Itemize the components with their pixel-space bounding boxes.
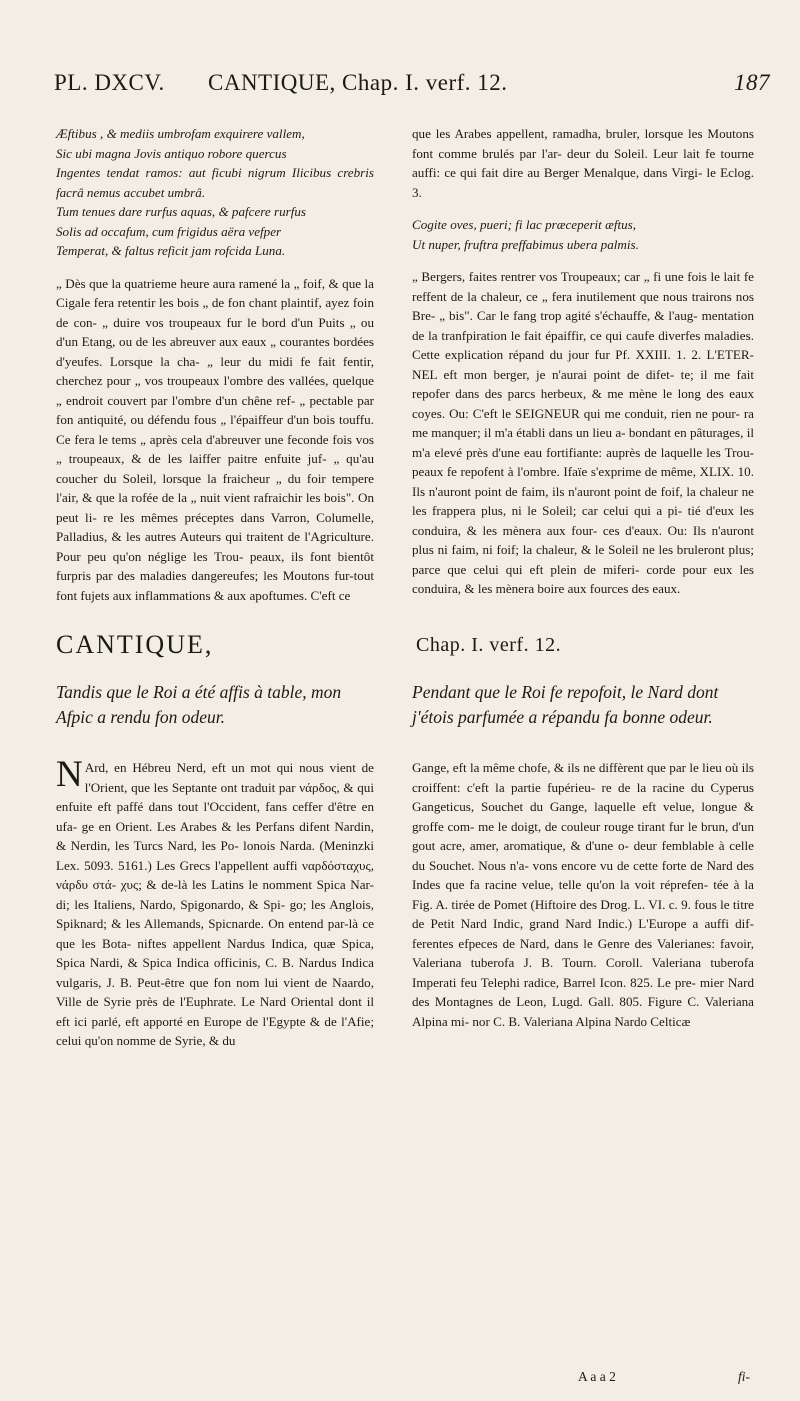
running-title: CANTIQUE, Chap. I. verf. 12. [208,70,508,95]
right-column-bottom [412,758,754,1031]
commentary-paragraph: „ Dès que la quatrieme heure aura ramené la „ foif, & que la Cigale fera retentir les bois „ de fon chant plaintif, ayez foin de con- „ duire vos troupeaux fur le bord d'un Puits „ ou d'un Etang, ou de les abreuver aux eaux „ courantes bordées d'yeufes. Lorsque la cha- „ leur du midi fe fait fentir, cherchez pour „ vos troupeaux l'ombre des vallées, quelque „ endroit couvert par l'ombre d'un chêne ref- „ pectable par fon antiquité, ou défendu fous „ l'épaiffeur d'un bois touffu. Ce fera le tems „ après cela d'abreuver une feconde fois vos „ troupeaux, & de les laiffer paitre enfuite juf- „ qu'au coucher du Soleil, lorsque la fraicheur „ du foir tempere l'air, & que la rofée de la „ nuit vient rafraichir les bois". On peut li- re les mêmes préceptes dans Varron, Columelle, Palladius, & les autres Auteurs qui traitent de l'Agriculture. Pour peu qu'on néglige les Trou- peaux, ils font bientôt furpris par des maladies dangereufes; les Moutons fur-tout font fujets aux inflammations & aux apoftumes. C'eft ce [56,275,374,603]
page-number: 187 [734,70,770,95]
latin-verse-line: Sic ubi magna Jovis antiquo robore quercus [56,145,287,161]
running-head [54,70,770,106]
section-heading-ref: Chap. I. verf. 12. [416,634,562,656]
latin-verse-line: Temperat, & faltus reficit jam rofcida Luna. [56,243,286,258]
commentary-paragraph: „ Bergers, faites rentrer vos Troupeaux; car „ fi une fois le lait fe reffent de la chaleur, ce „ fera inutilement que nous trairons nos Bre- „ bis". Car le fang trop agité s'échauffe, & l'aug- mentation de la tranfpiration le fait épaiffir, ce qui caufe diverfes maladies. Cette explication répand du jour fur Pf. XXIII. 1. 2. L'ETER- NEL eft mon berger, je n'aurai point de difet- te; il me fait repofer dans des parcs herbeux, & me mène le long des eaux coyes. Ou: C'eft le SEIGNEUR qui me conduit, rien ne pour- ra me manquer; il m'a établi dans un lieu a- bondant en pâturages, il m'a elevé près d'une eau fortifiante: auprès de laquelle les Trou- peaux fe repofent à l'ombre. Ifaïe s'exprime de même, XLIX. 10. Ils n'auront point de faim, ils n'auront point de foif, la chaleur ne les frappera plus, ni le Soleil; car celui qui a pi- tié d'eux les conduira, & les mènera aux four- ces d'eaux. Ou: Ils n'auront plus ni faim, ni foif; la chaleur, & le Soleil ne les bruleront plus; parce que celui qui eft plein de miferi- corde pour eux les conduira, & les mènera boire aux fources des eaux. [412,269,754,596]
plate-number: PL. DXCV. [54,70,165,95]
verse-text-right: Pendant que le Roi fe repofoit, le Nard dont j'étois parfumée a répandu fa bonne odeur. [412,682,719,727]
latin-verse-line: Æftibus , & mediis umbrofam exquirere vallem, [56,126,305,141]
latin-verse-line: Solis ad occafum, cum frigidus aëra vefper [56,223,282,239]
left-column-top [56,124,374,605]
latin-verse-line: Tum tenues dare rurfus aquas, & pafcere rurfus [56,204,306,219]
commentary-text: Ard, en Hébreu Nerd, eft un mot qui nous vient de l'Orient, que les Septante ont traduit par νάρδος, & qui enfuite eft paffé dans tout l'Occident, fans ceffer d'être en ufa- ge en Orient. Les Arabes & les Perfans difent Nardin, & Nerdin, les Turcs Nard, les Po- lonois Narda. (Meninzki Lex. 5093. 5161.) Les Grecs l'appellent auffi ναρδόσταχυς, νάρδυ στά- χυς; & de-là les Latins le nomment Spica Nar- di; les Italiens, Nardo, Spigonardo, & Spi- go; les Anglois, Spiknard; & les Allemands, Spicnarde. On entend par-là ce que les Bota- niftes appellent Nardus Indica, quæ Spica, Spica Nardi, & Spica Indica officinis, C. B. Nardus Indica vulgaris, J. B. Peut-être que fon nom lui vient de Naardo, Ville de Syrie près de l'Euphrate. Le Nard Oriental dont il eft ici parlé, eft apporté en Europe de l'Egypte & de l'Afie; celui qu'on nomme de Syrie, & du [56,760,374,1048]
right-column-top [412,124,754,599]
latin-verse-line: Cogite oves, pueri; fi lac præceperit æftus, [412,217,637,232]
catchword: fi- [738,1369,750,1384]
drop-cap: N [56,754,83,795]
section-heading-label: CANTIQUE, [56,630,214,659]
signature-mark: A a a 2 [578,1369,616,1384]
verse-text-left: Tandis que le Roi a été affis à table, mon Afpic a rendu fon odeur. [56,682,342,727]
commentary-paragraph [56,754,374,1051]
commentary-paragraph: Gange, eft la même chofe, & ils ne diffèrent que par le lieu où ils croiffent: c'eft la partie fupérieu- re de la racine du Cyperus Gangeticus, Souchet du Gange, laquelle eft velue, longue & groffe com- me le doigt, de couleur rouge tirant fur le brun, d'un gout acre, amer, aromatique, & d'une o- deur femblable à celle du Souchet. Nous n'a- vons encore vu de cette forte de Nard des Indes que fa racine velue, telle qu'on la voit réprefen- tée à la Fig. A. tirée de Pomet (Hiftoire des Drog. L. VI. c. 9. fous le titre de Petit Nard Indic, grand Nard Indic.) L'Europe a auffi dif- ferentes efpeces de Nard, dans le Genre des Valerianes: favoir, Valeriana tuberofa J. B. Tourn. Coroll. Valeriana tuberofa Imperati feu Telephi radice, Barrel Icon. 825. Le pre- mier Nard des Montagnes de Leon, Lugd. Gall. 805. Figure C. Valeriana Alpina mi- nor C. B. Valeriana Alpina Nardo Celticæ [412,760,754,1029]
section-heading [56,630,756,670]
left-column-bottom [56,754,374,1051]
latin-verse-line: Ut nuper, fruftra preffabimus ubera palmis. [412,236,639,252]
commentary-intro: que les Arabes appellent, ramadha, bruler, lorsque les Moutons font comme brulés par l'ar- deur du Soleil. Leur lait fe tourne auffi: ce qui fait dire au Berger Menalque, dans Virgi- le Eclog. 3. [412,126,754,200]
latin-verse-line: Ingentes tendat ramos: aut ficubi nigrum Ilicibus crebris facrâ nemus accubet umbrâ. [56,165,374,200]
